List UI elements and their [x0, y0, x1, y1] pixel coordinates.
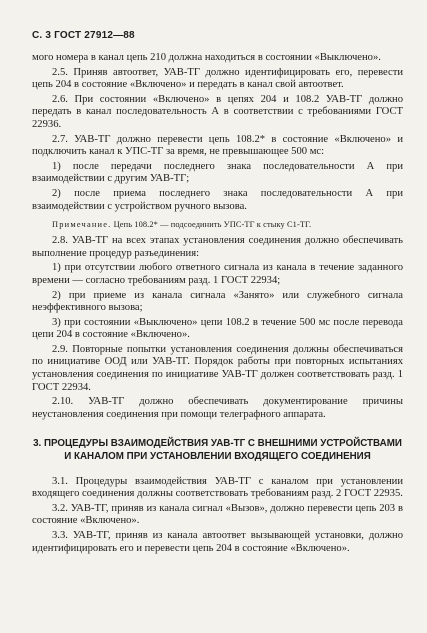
note-text: Цепь 108.2* — подсоединить УПС-ТГ к стыку С1-ТГ.: [113, 220, 312, 230]
page-header: С. 3 ГОСТ 27912—88: [32, 30, 135, 41]
paragraph-3-1: 3.1. Процедуры взаимодействия УАВ-ТГ с каналом при установлении входящего соединения должны соответствовать требованиям разд. 2 ГОСТ 22935.: [32, 475, 403, 500]
paragraph-2-10: 2.10. УАВ-ТГ должно обеспечивать документирование причины неустановления соединения при помощи телеграфного аппарата.: [32, 396, 403, 420]
paragraph-2-6: 2.6. При состоянии «Включено» в цепях 204 и 108.2 УАВ-ТГ должно передать в канал последовательность А в соответствии с требованиями ГОСТ 22936.: [32, 93, 403, 130]
paragraph-continuation: мого номера в канал цепь 210 должна находиться в состоянии «Выключено».: [32, 52, 381, 63]
paragraph-2-7: 2.7. УАВ-ТГ должно перевести цепь 108.2* в состояние «Включено» и подключить канал к УПС-ТГ за время, не превышающее 500 мс:: [32, 133, 403, 158]
list-item-2-8-2: 2) при приеме из канала сигнала «Занято» или служебного сигнала неэффективного вызова;: [32, 289, 403, 314]
paragraph-3-2: 3.2. УАВ-ТГ, приняв из канала сигнал «Вызов», должно перевести цепь 203 в состояние «Включено».: [32, 502, 403, 527]
note: [32, 219, 403, 230]
list-item-2-8-1: 1) при отсутствии любого ответного сигнала из канала в течение заданного времени — согласно требованиям разд. 1 ГОСТ 22934;: [32, 262, 403, 286]
paragraph-2-9: 2.9. Повторные попытки установления соединения должны обеспечиваться по инициативе ООД или УАВ-ТГ. Порядок работы при повторных испытаниях установления соединения по инициативе УАВ-ТГ должен соответствовать разд. 1 ГОСТ 22934.: [32, 343, 403, 393]
document-body: [32, 52, 403, 555]
list-item-2-7-1: 1) после передачи последнего знака последовательности А при взаимодействии с другим УАВ-ТГ;: [32, 160, 403, 185]
note-label: Примечание.: [52, 220, 112, 230]
list-item-2-8-3: 3) при состоянии «Выключено» цепи 108.2 в течение 500 мс после перевода цепи 204 в состояние «Включено».: [32, 316, 403, 341]
section-title: 3. ПРОЦЕДУРЫ ВЗАИМОДЕЙСТВИЯ УАВ-ТГ С ВНЕШНИМИ УСТРОЙСТВАМИ И КАНАЛОМ ПРИ УСТАНОВЛЕНИИ ВХОДЯЩЕГО СОЕДИНЕНИЯ: [33, 438, 402, 463]
paragraph-3-3: 3.3. УАВ-ТГ, приняв из канала автоответ вызывающей установки, должно идентифицировать его и перевести цепь 204 в состояние «Включено».: [32, 530, 403, 554]
list-item-2-7-2: 2) после приема последнего знака последовательности А при взаимодействии с устройством ручного вызова.: [32, 187, 403, 212]
paragraph-2-5: 2.5. Приняв автоответ, УАВ-ТГ должно идентифицировать его, перевести цепь 204 в состояние «Включено» и передать в канал свой автоответ.: [32, 66, 403, 91]
paragraph-2-8: 2.8. УАВ-ТГ на всех этапах установления соединения должно обеспечивать выполнение процедур разъединения:: [32, 235, 403, 259]
